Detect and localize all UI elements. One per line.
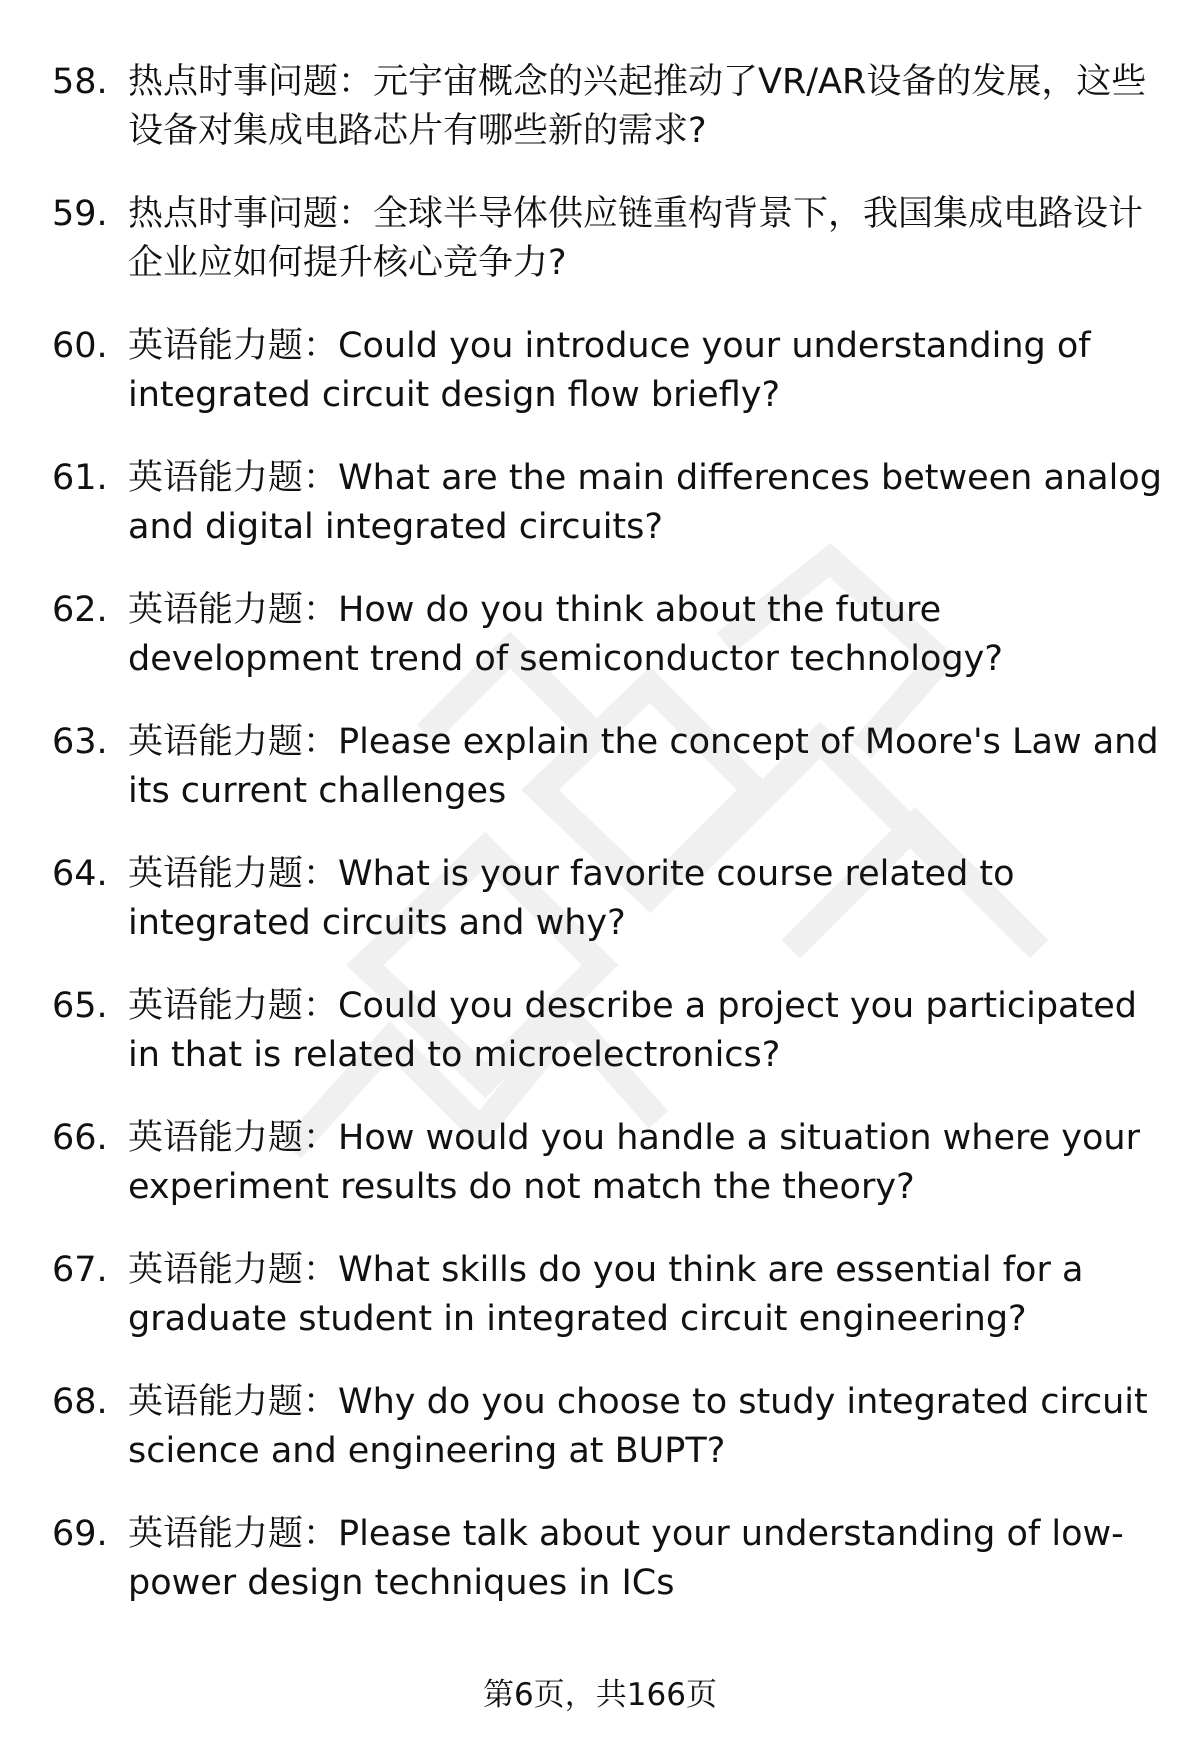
page-footer: 第6页，共166页 xyxy=(483,1677,717,1713)
question-text: 英语能力题：Why do you choose to study integrated circuit science and engineering at BUPT? xyxy=(128,1382,1148,1471)
question-text: 英语能力题：Please talk about your understanding of low-power design techniques in ICs xyxy=(128,1514,1124,1603)
question-number: 63. xyxy=(52,722,108,762)
question-text: 英语能力题：Could you introduce your understanding of integrated circuit design flow briefly? xyxy=(128,326,1091,415)
question-text: 英语能力题：What skills do you think are essential for a graduate student in integrated circuit engineering? xyxy=(128,1250,1084,1339)
question-number: 65. xyxy=(52,986,108,1026)
question-number: 58. xyxy=(52,62,108,102)
question-item-69 xyxy=(52,1510,1162,1608)
question-number: 67. xyxy=(52,1250,108,1290)
question-number: 68. xyxy=(52,1382,108,1422)
question-item-64 xyxy=(52,850,1162,948)
question-number: 66. xyxy=(52,1118,108,1158)
question-item-59 xyxy=(52,190,1162,288)
question-number: 60. xyxy=(52,326,108,366)
question-text: 英语能力题：Please explain the concept of Moore's Law and its current challenges xyxy=(128,722,1159,811)
question-list xyxy=(52,58,1162,1642)
question-number: 59. xyxy=(52,194,108,234)
question-text: 英语能力题：Could you describe a project you participated in that is related to microelectronics? xyxy=(128,986,1137,1075)
question-item-66 xyxy=(52,1114,1162,1212)
question-text: 热点时事问题：元宇宙概念的兴起推动了VR/AR设备的发展，这些设备对集成电路芯片有哪些新的需求? xyxy=(128,62,1147,151)
question-number: 61. xyxy=(52,458,108,498)
question-item-68 xyxy=(52,1378,1162,1476)
question-text: 英语能力题：How do you think about the future development trend of semiconductor technology? xyxy=(128,590,1003,679)
question-text: 英语能力题：What are the main differences between analog and digital integrated circuits? xyxy=(128,458,1162,547)
question-item-60 xyxy=(52,322,1162,420)
question-item-61 xyxy=(52,454,1162,552)
question-text: 英语能力题：How would you handle a situation where your experiment results do not match the theory? xyxy=(128,1118,1140,1207)
question-item-65 xyxy=(52,982,1162,1080)
question-item-62 xyxy=(52,586,1162,684)
question-number: 69. xyxy=(52,1514,108,1554)
question-text: 英语能力题：What is your favorite course related to integrated circuits and why? xyxy=(128,854,1015,943)
question-number: 62. xyxy=(52,590,108,630)
question-item-63 xyxy=(52,718,1162,816)
question-number: 64. xyxy=(52,854,108,894)
question-text: 热点时事问题：全球半导体供应链重构背景下，我国集成电路设计企业应如何提升核心竞争力? xyxy=(128,194,1144,283)
question-item-58 xyxy=(52,58,1162,156)
question-item-67 xyxy=(52,1246,1162,1344)
